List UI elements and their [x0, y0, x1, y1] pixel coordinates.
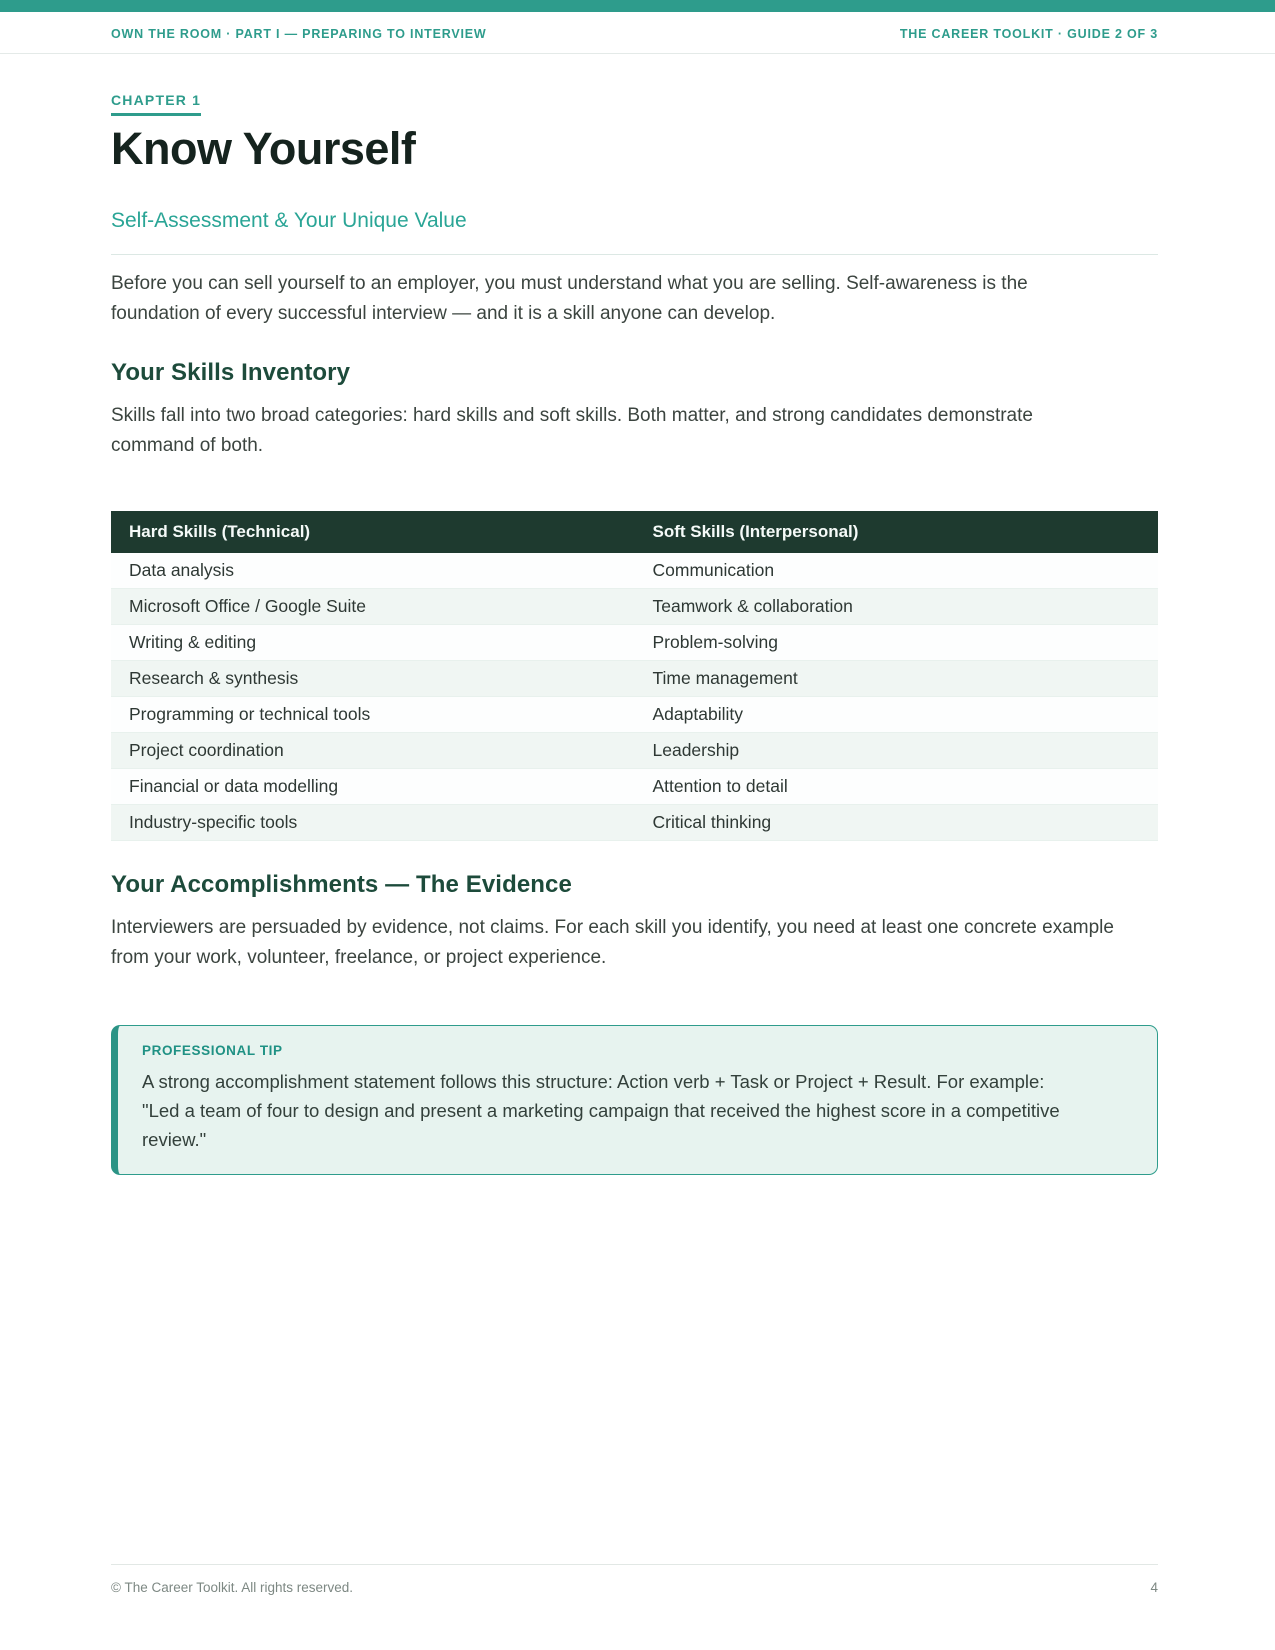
- table-header-row: [111, 511, 1158, 553]
- page-footer: [111, 1564, 1158, 1595]
- top-accent-bar: [0, 0, 1275, 12]
- soft-skill-cell: Attention to detail: [652, 775, 788, 796]
- table-row: [111, 804, 1158, 840]
- professional-tip-callout: [111, 1025, 1158, 1175]
- table-row: [111, 624, 1158, 660]
- skills-table: [111, 511, 1158, 841]
- skills-table-body: [111, 553, 1158, 841]
- table-row: [111, 553, 1158, 589]
- soft-skill-cell: Leadership: [652, 739, 740, 760]
- hard-skill-cell: Project coordination: [129, 739, 284, 760]
- footer-page-number: 4: [1150, 1580, 1158, 1595]
- subtitle-divider: [111, 254, 1158, 255]
- soft-skill-cell: Teamwork & collaboration: [652, 595, 853, 616]
- hard-skill-cell: Programming or technical tools: [129, 703, 371, 724]
- page-header: [0, 12, 1275, 54]
- table-row: [111, 588, 1158, 624]
- skills-inventory-paragraph: Skills fall into two broad categories: hard skills and soft skills. Both matter, and strong candidates demonstrate command of both.: [111, 404, 1033, 456]
- hard-skill-cell: Data analysis: [129, 559, 235, 580]
- tip-label: PROFESSIONAL TIP: [142, 1042, 283, 1058]
- hard-skill-cell: Financial or data modelling: [129, 775, 339, 796]
- hard-skill-cell: Industry-specific tools: [129, 811, 298, 832]
- hard-skill-cell: Writing & editing: [129, 631, 257, 652]
- soft-skill-cell: Adaptability: [652, 703, 743, 724]
- tip-text: A strong accomplishment statement follows this structure: Action verb + Task or Project + Result. For example: "Led a team of four to design and present a marketing campaign that received the highest score in a competitive review.": [142, 1070, 1060, 1150]
- soft-skill-cell: Critical thinking: [652, 811, 772, 832]
- intro-paragraph: Before you can sell yourself to an employer, you must understand what you are selling. Self-awareness is the foundation of every successful interview — and it is a skill anyone can develop.: [111, 272, 1028, 324]
- table-row: [111, 660, 1158, 696]
- table-row: [111, 696, 1158, 732]
- hard-skill-cell: Research & synthesis: [129, 667, 299, 688]
- chapter-subtitle: Self-Assessment & Your Unique Value: [111, 208, 467, 232]
- soft-skill-cell: Communication: [652, 559, 775, 580]
- page-content: [111, 54, 1158, 1175]
- skills-table-header: [111, 511, 1158, 553]
- table-row: [111, 768, 1158, 804]
- running-header-left: OWN THE ROOM · PART I — PREPARING TO INTERVIEW: [111, 27, 487, 41]
- footer-copyright: © The Career Toolkit. All rights reserved.: [111, 1580, 354, 1595]
- running-header-right: THE CAREER TOOLKIT · GUIDE 2 OF 3: [899, 27, 1158, 41]
- column-header-soft-skills: Soft Skills (Interpersonal): [635, 511, 1159, 553]
- section-heading-skills-inventory: Your Skills Inventory: [111, 358, 351, 386]
- hard-skill-cell: Microsoft Office / Google Suite: [129, 595, 367, 616]
- column-header-hard-skills: Hard Skills (Technical): [111, 511, 635, 553]
- table-row: [111, 732, 1158, 768]
- section-heading-accomplishments: Your Accomplishments — The Evidence: [111, 870, 572, 898]
- page-title: Know Yourself: [111, 123, 416, 174]
- chapter-label: CHAPTER 1: [111, 92, 201, 116]
- accomplishments-paragraph: Interviewers are persuaded by evidence, not claims. For each skill you identify, you need at least one concrete example from your work, volunteer, freelance, or project experience.: [111, 916, 1114, 968]
- soft-skill-cell: Time management: [652, 667, 798, 688]
- soft-skill-cell: Problem-solving: [652, 631, 778, 652]
